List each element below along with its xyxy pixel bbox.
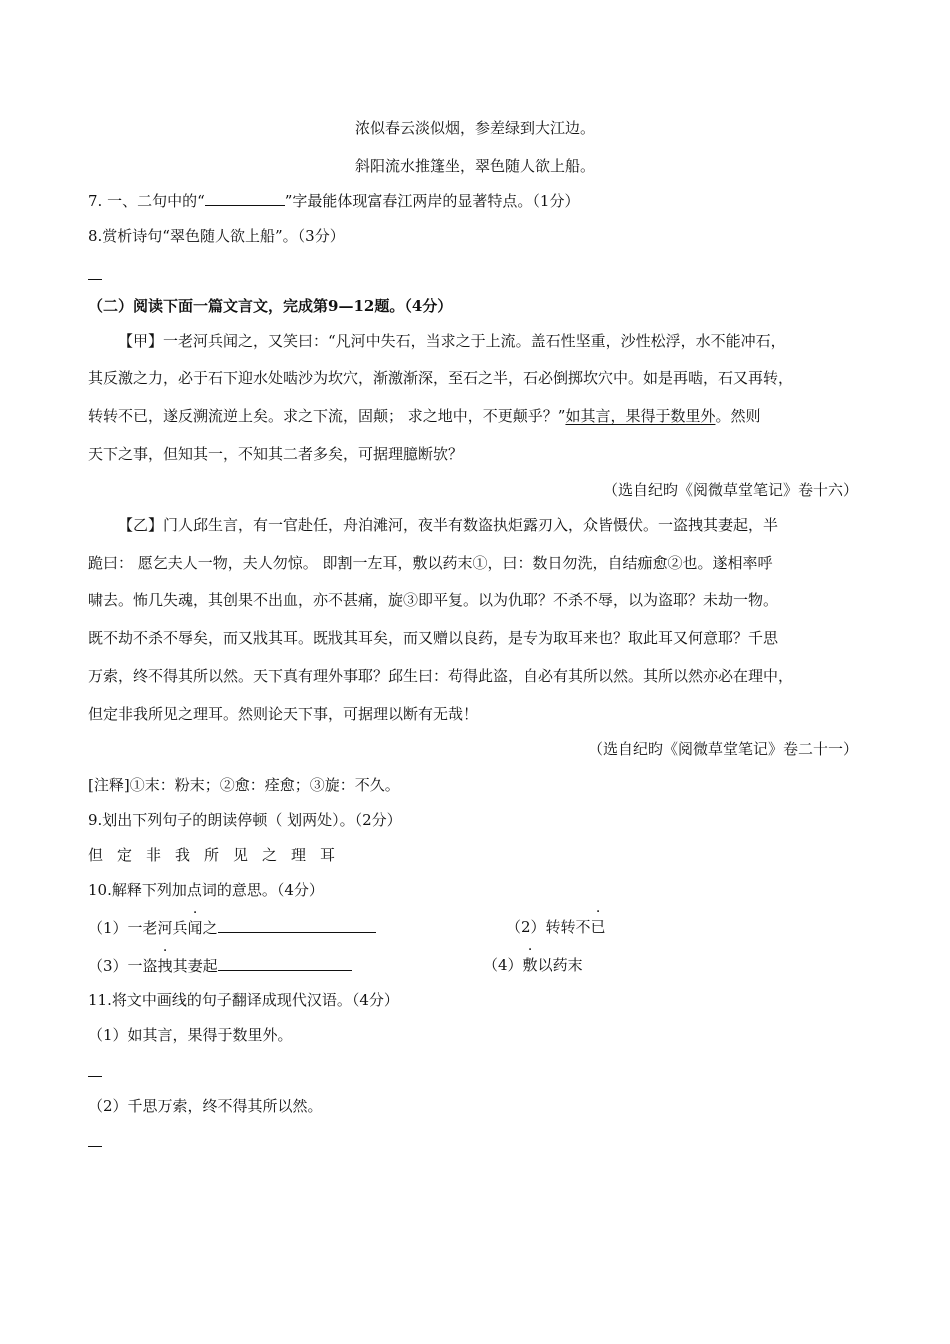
passage-yi-line: 万索，终不得其所以然。天下真有理外事耶？邱生曰：苟得此盗，自必有其所以然。其所以然亦必在理中， [88,667,794,685]
question-7-prefix: 7. 一、二句中的“ [88,192,205,210]
passage-jia-line [88,406,760,426]
question-7 [88,190,579,211]
passage-yi-line: 【乙】门人邱生言，有一官赴任，舟泊滩河，夜半有数盗执炬露刃入，众皆慑伏。一盗拽其妻起，半 [118,516,779,534]
question-10: 10.解释下列加点词的意思。（4分） [88,881,324,899]
question-10-item-1 [88,917,376,938]
dotted-char: 闻 [187,919,203,937]
item-text: 以药末 [537,956,583,974]
question-10-item-4 [483,955,583,975]
underlined-sentence: 如其言，果得于数里外 [565,407,716,425]
answer-blank[interactable] [218,955,352,971]
passage-jia-line: 天下之事，但知其一，不知其二者多矣，可据理臆断欤？ [88,445,464,463]
question-7-suffix: ”字最能体现富春江两岸的显著特点。（1分） [284,192,580,210]
passage-yi-line: 跪曰： 愿乞夫人一物，夫人勿惊。 即割一左耳，敷以药末①，曰：数日勿洗，自结痂愈②也。遂相率呼 [88,554,773,572]
item-text: （2）转转不 [506,918,591,936]
passage-jia-text: 转转不已，遂反溯流逆上矣。求之下流，固颠； 求之地中，不更颠乎？” [88,407,566,425]
question-11-part-2: （2）千思万索，终不得其所以然。 [88,1097,323,1115]
answer-blank[interactable] [205,190,285,206]
passage-yi-line: 但定非我所见之理耳。然则论天下事，可据理以断有无哉！ [88,705,479,723]
passage-yi-line: 既不劫不杀不辱矣，而又戕其耳。既戕其耳矣，而又赠以良药，是专为取耳来也？取此耳又何意耶？千思 [88,629,779,647]
question-9-sentence[interactable]: 但定非我所见之理耳 [88,846,350,864]
question-10-item-3 [88,955,352,976]
answer-line[interactable] [88,279,102,280]
item-text: （4） [483,956,523,974]
passage-jia-text: 。然则 [715,407,761,425]
passage-jia-line: 【甲】一老河兵闻之，又笑曰：“凡河中失石，当求之于上流。盖石性坚重，沙性松浮，水不能冲石， [118,332,786,350]
question-10-item-2 [506,917,606,937]
question-11: 11.将文中画线的句子翻译成现代汉语。（4分） [88,991,399,1009]
item-text: 其妻起 [172,957,218,975]
dotted-char: 已 [590,918,606,936]
answer-line[interactable] [88,1076,102,1077]
question-11-part-1: （1）如其言，果得于数里外。 [88,1026,293,1044]
dotted-char: 拽 [157,957,173,975]
poem-line-2: 斜阳流水推篷坐，翠色随人欲上船。 [354,157,595,175]
poem-line-1: 浓似春云淡似烟，参差绿到大江边。 [354,119,595,137]
question-9: 9.划出下列句子的朗读停顿（ 划两处）。（2分） [88,811,402,829]
item-text: （1）一老河兵 [88,919,188,937]
passage-yi-source: （选自纪昀《阅微草堂笔记》卷二十一） [587,740,858,758]
passage-jia-source: （选自纪昀《阅微草堂笔记》卷十六） [602,481,858,499]
passage-jia-line: 其反激之力，必于石下迎水处啮沙为坎穴，渐激渐深，至石之半，石必倒掷坎穴中。如是再啮，石又再转， [88,369,794,387]
item-text: 之 [202,919,218,937]
annotation-notes: [注释]①末：粉末；②愈：痊愈；③旋：不久。 [88,776,400,794]
answer-line[interactable] [88,1146,102,1147]
question-8: 8.赏析诗句“翠色随人欲上船”。（3分） [88,227,345,245]
section-2-title: （二）阅读下面一篇文言文，完成第9—12题。（4分） [88,297,453,315]
passage-yi-line: 啸去。怖几失魂，其创果不出血，亦不甚痛，旋③即平复。以为仇耶？不杀不辱，以为盗耶？未劫一物。 [88,591,779,609]
dotted-char: 敷 [522,956,538,974]
item-text: （3）一盗 [88,957,158,975]
answer-blank[interactable] [218,917,376,933]
